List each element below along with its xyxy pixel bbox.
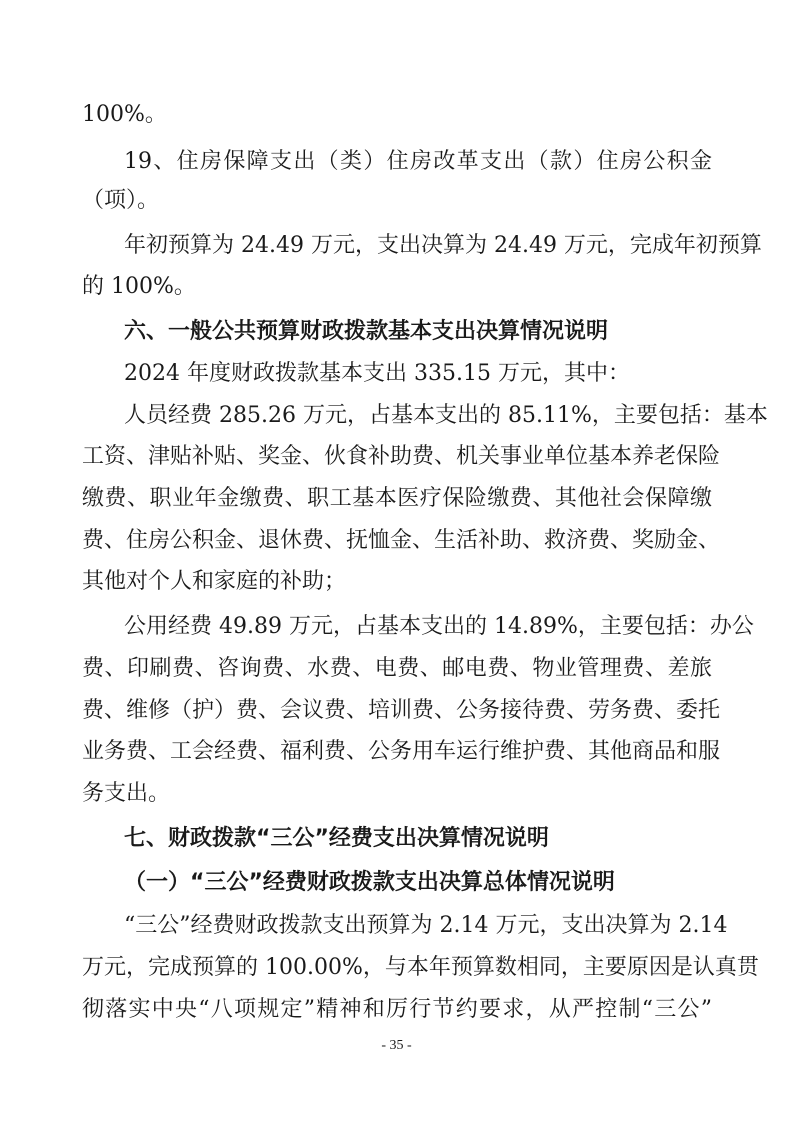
section-heading: 七、财政拨款“三公”经费支出决算情况说明	[124, 826, 549, 851]
page-number: - 35 -	[381, 1038, 412, 1053]
text-line: 其他对个人和家庭的补助；	[82, 569, 347, 594]
text-line: 务支出。	[82, 781, 171, 806]
text-line: 年初预算为 24.49 万元，支出决算为 24.49 万元，完成年初预算	[124, 233, 762, 258]
text-line: 2024 年度财政拨款基本支出 335.15 万元，其中：	[124, 361, 630, 386]
text-line: 公用经费 49.89 万元，占基本支出的 14.89%，主要包括：办公	[124, 614, 754, 639]
subsection-heading: （一）“三公”经费财政拨款支出决算总体情况说明	[124, 870, 615, 895]
text-line: 工资、津贴补贴、奖金、伙食补助费、机关事业单位基本养老保险	[82, 444, 721, 469]
text-line: “三公”经费财政拨款支出预算为 2.14 万元，支出决算为 2.14	[124, 913, 728, 938]
text-line: 19、住房保障支出（类）住房改革支出（款）住房公积金	[124, 149, 712, 174]
text-line: 业务费、工会经费、福利费、公务用车运行维护费、其他商品和服	[82, 739, 721, 764]
text-line: 费、住房公积金、退休费、抚恤金、生活补助、救济费、奖励金、	[82, 528, 721, 553]
text-line: 的 100%。	[82, 274, 196, 299]
section-heading: 六、一般公共预算财政拨款基本支出决算情况说明	[124, 319, 609, 344]
text-line: （项）。	[82, 188, 160, 213]
text-line: 人员经费 285.26 万元，占基本支出的 85.11%，主要包括：基本	[124, 403, 768, 428]
text-line: 100%。	[82, 102, 167, 127]
text-line: 缴费、职业年金缴费、职工基本医疗保险缴费、其他社会保障缴	[82, 486, 712, 511]
text-line: 彻落实中央“八项规定”精神和厉行节约要求，从严控制“三公”	[82, 997, 712, 1022]
text-line: 费、印刷费、咨询费、水费、电费、邮电费、物业管理费、差旅	[82, 656, 712, 681]
text-line: 万元，完成预算的 100.00%，与本年预算数相同，主要原因是认真贯	[82, 955, 759, 980]
text-line: 费、维修（护）费、会议费、培训费、公务接待费、劳务费、委托	[82, 698, 721, 723]
